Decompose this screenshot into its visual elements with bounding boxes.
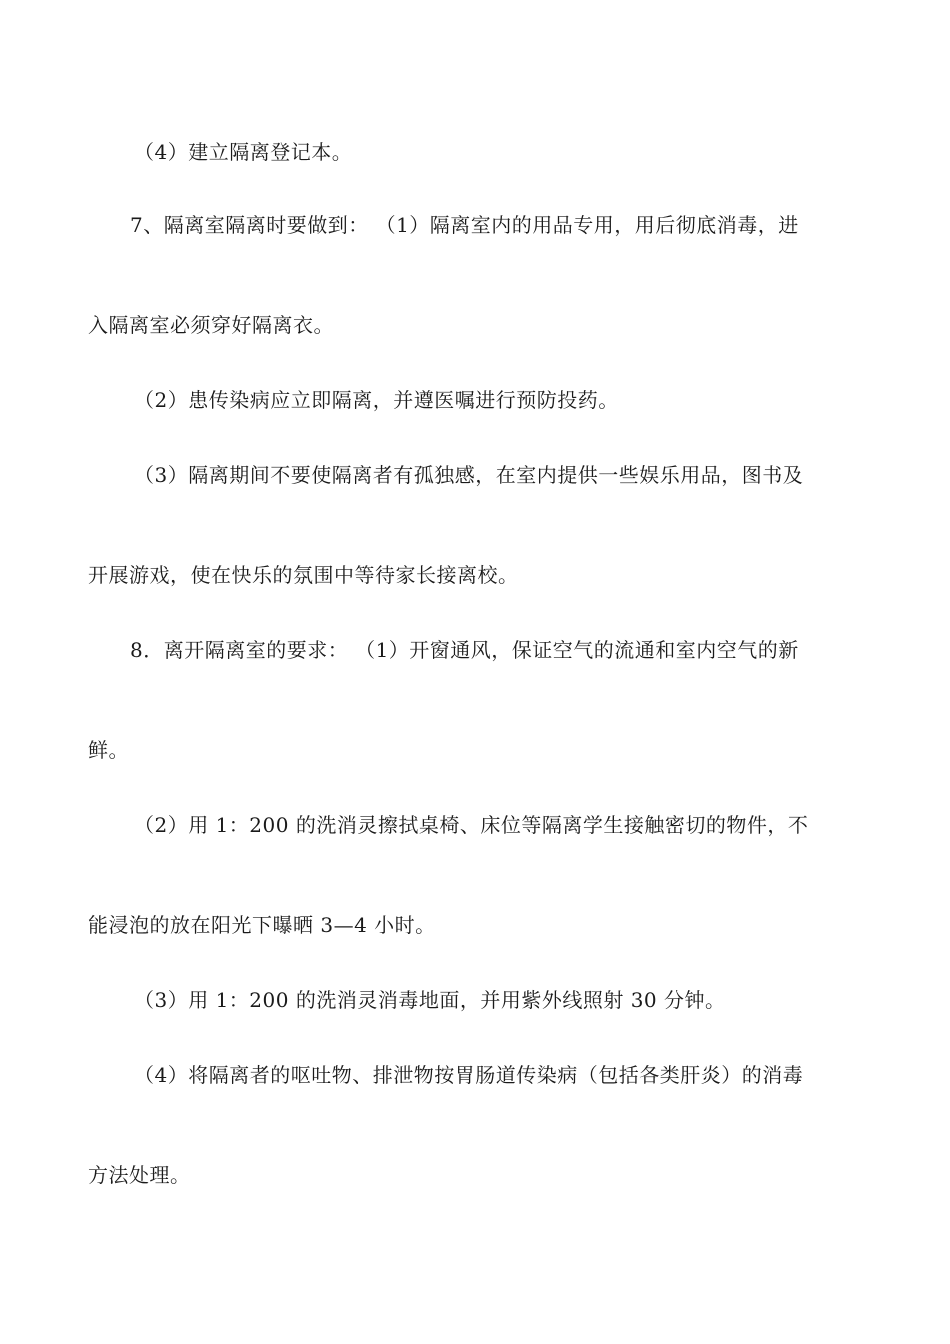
- text-line-item-8: 8．离开隔离室的要求： （1）开窗通风，保证空气的流通和室内空气的新: [130, 638, 799, 662]
- text-line-item-7-cont: 入隔离室必须穿好隔离衣。: [88, 313, 334, 337]
- text-line-item-8-2: （2）用 1：200 的洗消灵擦拭桌椅、床位等隔离学生接触密切的物件，不: [134, 813, 809, 837]
- text-line-item-8-4: （4）将隔离者的呕吐物、排泄物按胃肠道传染病（包括各类肝炎）的消毒: [134, 1063, 804, 1087]
- text-line-item-8-2-cont: 能浸泡的放在阳光下曝晒 3—4 小时。: [88, 913, 436, 937]
- text-line-item-8-cont: 鲜。: [88, 738, 129, 762]
- text-line-item-7: 7、隔离室隔离时要做到： （1）隔离室内的用品专用，用后彻底消毒，进: [130, 213, 799, 237]
- text-line-item-7-2: （2）患传染病应立即隔离，并遵医嘱进行预防投药。: [134, 388, 619, 412]
- text-line-item-8-4-cont: 方法处理。: [88, 1163, 191, 1187]
- text-line-isolation-register: （4）建立隔离登记本。: [134, 140, 353, 164]
- text-line-item-7-3-cont: 开展游戏，使在快乐的氛围中等待家长接离校。: [88, 563, 519, 587]
- text-line-item-7-3: （3）隔离期间不要使隔离者有孤独感，在室内提供一些娱乐用品，图书及: [134, 463, 804, 487]
- text-line-item-8-3: （3）用 1：200 的洗消灵消毒地面，并用紫外线照射 30 分钟。: [134, 988, 726, 1012]
